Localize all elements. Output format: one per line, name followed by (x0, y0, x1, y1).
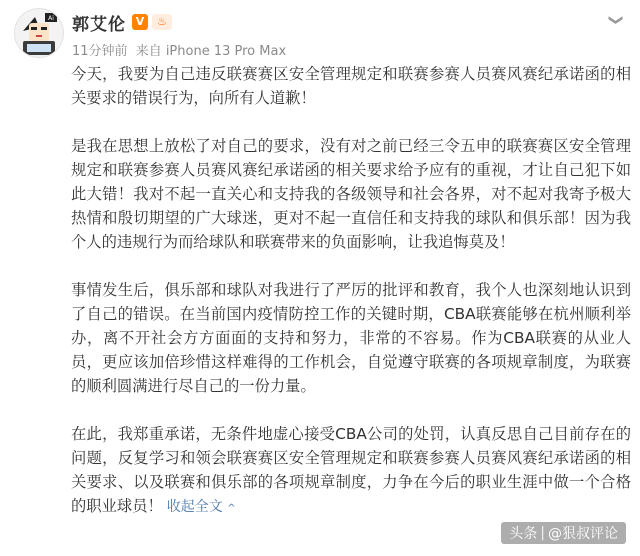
chevron-up-icon: ^ (227, 503, 236, 514)
toutiao-watermark (501, 522, 626, 544)
post-paragraph-2: 是我在思想上放松了对自己的要求，没有对之前已经三令五申的联赛赛区安全管理规定和联赛参赛人员赛风赛纪承诺函的相关要求给予应有的重视，才让自己犯下如此大错！我对不起一直关心和支持我的各级领导和社会各界，对不起对我寄予极大热情和殷切期望的广大球迷，更对不起一直信任和支持我的球队和俱乐部！因为我个人的违规行为而给球队和联赛带来的负面影响，让我追悔莫及！ (71, 137, 631, 251)
post-paragraph-3: 事情发生后，俱乐部和球队对我进行了严厉的批评和教育，我个人也深刻地认识到了自己的错误。在当前国内疫情防控工作的关键时期，CBA联赛能够在杭州顺利举办，离不开社会方方面面的支持和努力，非常的不容易。作为CBA联赛的从业人员，更应该加倍珍惜这样难得的工作机会，自觉遵守联赛的各项规章制度，为联赛的顺利圆满进行尽自己的一份力量。 (71, 281, 631, 395)
verified-v-icon: V (132, 14, 148, 30)
more-options-icon[interactable]: ❯ (608, 14, 624, 26)
post-source: 来自 iPhone 13 Pro Max (135, 44, 287, 59)
fan-level-icon: ♨ (152, 14, 172, 30)
svg-text:Ai: Ai (48, 15, 54, 22)
name-row (72, 10, 172, 34)
watermark-brand: 头条 (509, 526, 538, 542)
avatar[interactable] (14, 8, 64, 58)
post-body (71, 62, 631, 521)
post-paragraph-4-text: 在此，我郑重承诺，无条件地虚心接受CBA公司的处罚，认真反思自己目前存在的问题，反复学习和领会联赛赛区安全管理规定和联赛参赛人员赛风赛纪承诺函的相关要求、以及联赛和俱乐部的各项规章制度，力争在今后的职业生涯中做一个合格的职业球员！ (71, 425, 631, 515)
post-paragraph-1: 今天，我要为自己违反联赛赛区安全管理规定和联赛参赛人员赛风赛纪承诺函的相关要求的错误行为，向所有人道歉！ (71, 65, 631, 107)
user-name[interactable]: 郭艾伦 (72, 14, 126, 35)
avatar-cartoon-icon (15, 9, 63, 57)
collapse-label: 收起全文 (166, 499, 223, 515)
collapse-text-link[interactable] (167, 499, 236, 515)
watermark-handle: @狠叔评论 (548, 526, 618, 542)
post-header (0, 0, 640, 62)
post-time: 11分钟前 (72, 44, 128, 59)
post-paragraph-4 (71, 422, 631, 521)
post-meta (72, 40, 290, 59)
watermark-separator: | (540, 525, 545, 541)
